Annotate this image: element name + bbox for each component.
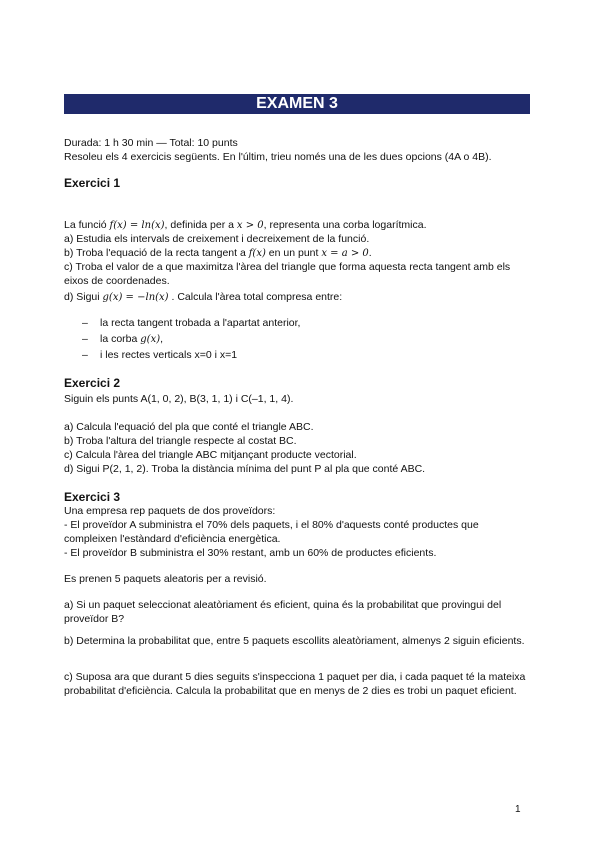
exercise-2-heading: Exercici 2 [64,376,121,390]
math-expr: x > 0 [236,220,264,231]
ex3-part-b: b) Determina la probabilitat que, entre 5 paquets escollits aleatòriament, almenys 2 siguin eficients. [64,635,525,647]
ex2-part-b: b) Troba l'altura del triangle respecte al costat BC. [64,435,297,447]
ex1-part-d: d) Sigui g(x) = −ln(x) . Calcula l'àrea total compresa entre: [64,291,343,303]
ex2-part-c: c) Calcula l'àrea del triangle ABC mitjançant producte vectorial. [64,449,357,461]
ex1-part-c: c) Troba el valor de a que maximitza l'àrea del triangle que forma aquesta recta tangent amb els eixos de coordenades. [64,261,511,287]
ex2-part-d: d) Sigui P(2, 1, 2). Troba la distància mínima del punt P al pla que conté ABC. [64,463,426,475]
ex1-bullet-3: – i les rectes verticals x=0 i x=1 [82,349,238,361]
instructions-line: Resoleu els 4 exercicis següents. En l'últim, trieu només una de les dues opcions (4A o 4B). [64,151,492,163]
ex2-intro: Siguin els punts A(1, 0, 2), B(3, 1, 1) i C(–1, 1, 4). [64,393,294,405]
page-number: 1 [515,804,521,815]
ex3-line-3: - El proveïdor B subministra el 30% restant, amb un 60% de productes eficients. [64,547,437,559]
ex3-line-2: compleixen l'estàndard d'eficiència energètica. [64,533,281,545]
ex3-part-a: a) Si un paquet seleccionat aleatòriament és eficient, quina és la probabilitat que provingui del proveïdor B? [64,599,502,625]
exam-title-banner: EXAMEN 3 [64,94,530,114]
ex3-intro: Una empresa rep paquets de dos proveïdors: [64,505,276,517]
ex1-bullet-1: – la recta tangent trobada a l'apartat anterior, [82,317,301,329]
ex1-intro: La funció f(x) = ln(x), definida per a x > 0, representa una corba logarítmica. [64,219,427,231]
duration-line: Durada: 1 h 30 min — Total: 10 punts [64,137,238,149]
math-expr: f(x) = ln(x) [109,220,165,231]
ex3-line-1: - El proveïdor A subministra el 70% dels paquets, i el 80% d'aquests conté productes que [64,519,479,531]
ex2-part-a: a) Calcula l'equació del pla que conté el triangle ABC. [64,421,314,433]
ex1-part-a: a) Estudia els intervals de creixement i decreixement de la funció. [64,233,370,245]
ex3-paragraph: Es prenen 5 paquets aleatoris per a revisió. [64,573,267,585]
ex3-part-c: c) Suposa ara que durant 5 dies seguits s'inspecciona 1 paquet per dia, i cada paquet té la mateixa probabilitat d'eficiència. Calcula la probabilitat que en menys de 2 dies es trobi un paquet eficient. [64,671,526,697]
exercise-1-heading: Exercici 1 [64,176,121,190]
exercise-3-heading: Exercici 3 [64,490,121,504]
ex1-bullet-2: – la corba g(x), [82,333,164,345]
ex1-part-b: b) Troba l'equació de la recta tangent a f(x) en un punt x = a > 0. [64,247,372,259]
